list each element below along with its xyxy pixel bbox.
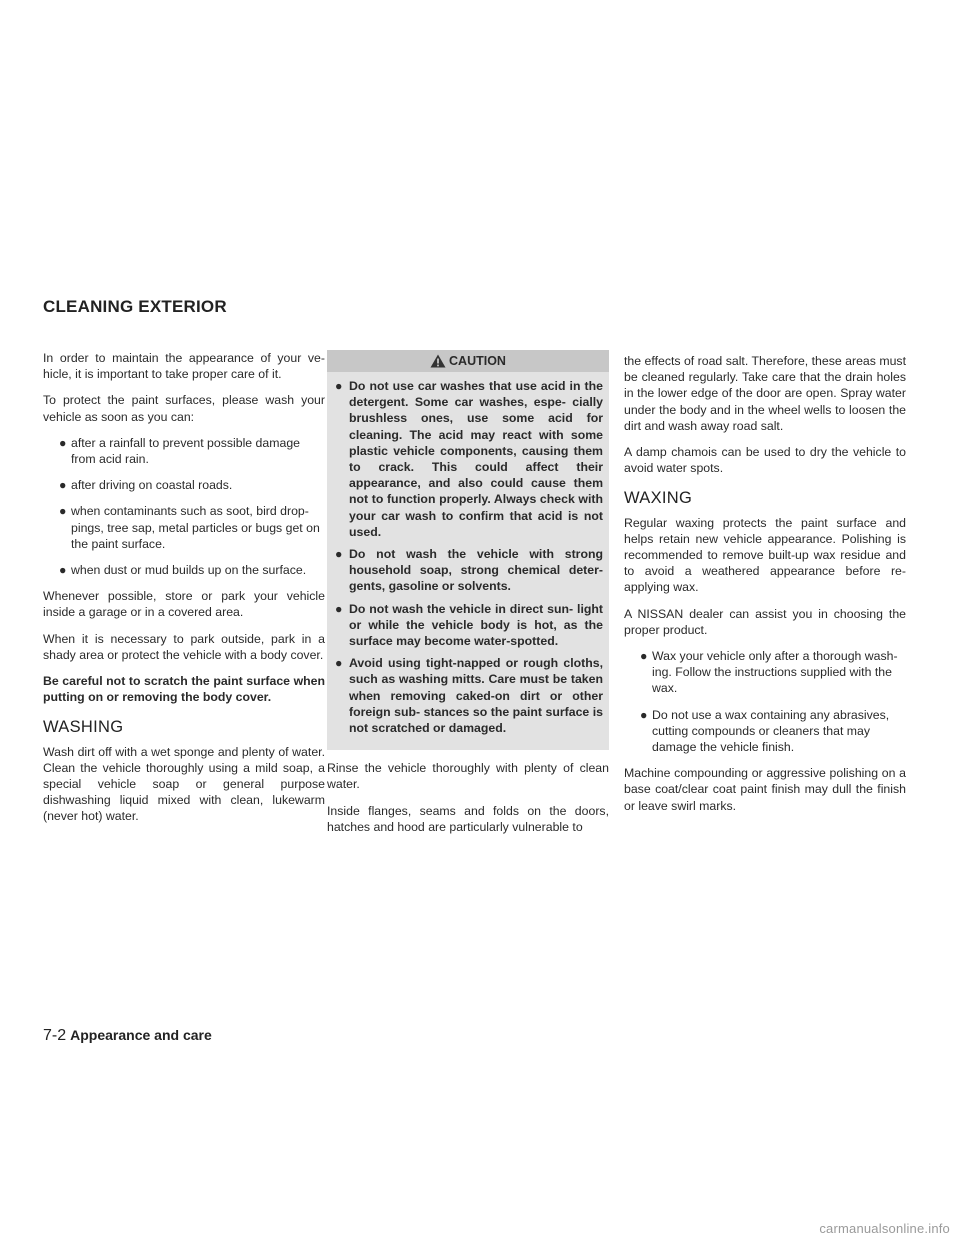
bullet-icon: ● — [335, 656, 343, 671]
paragraph: Wash dirt off with a wet sponge and plenty of water. Clean the vehicle thoroughly using a mild soap, a special vehicle soap or general purpose dishwashing liquid mixed with clean, lukewarm (never hot) water. — [43, 744, 325, 824]
bullet-icon: ● — [59, 435, 67, 450]
list-item: ● Do not use car washes that use acid in the detergent. Some car washes, espe- cially brushless ones, use some acid for cleaning. The acid may react with some plastic vehicle components, causing them to crack. This could affect their appearance, and also could cause them not to function properly. Always check with your car wash to confirm that acid is not used. — [335, 379, 603, 539]
waxing-heading: WAXING — [624, 489, 693, 508]
list-item: ● Avoid using tight-napped or rough cloths, such as washing mitts. Care must be taken when removing caked-on dirt or other foreign sub- stances so the paint surface is not scratched or damaged. — [335, 656, 603, 736]
caution-list — [335, 378, 603, 736]
paragraph: Machine compounding or aggressive polishing on a base coat/clear coat paint finish may dull the finish or leave swirl marks. — [624, 766, 906, 813]
bullet-list — [43, 435, 325, 578]
chapter-title: Appearance and care — [70, 1027, 212, 1043]
warning-triangle-icon — [430, 354, 446, 368]
paragraph: A NISSAN dealer can assist you in choosing the proper product. — [624, 606, 906, 637]
bullet-icon: ● — [335, 547, 343, 562]
paragraph: In order to maintain the appearance of your ve- hicle, it is important to take proper care of it. — [43, 351, 325, 382]
paragraph: Regular waxing protects the paint surface and helps retain new vehicle appearance. Polishing is recommended to remove built-up wax residue and to avoid a weathered appearance before re-applying wax. — [624, 515, 906, 595]
paragraph: Whenever possible, store or park your vehicle inside a garage or in a covered area. — [43, 589, 325, 620]
list-item: ● when dust or mud builds up on the surface. — [59, 563, 307, 578]
paragraph: Rinse the vehicle thoroughly with plenty of clean water. — [327, 761, 609, 792]
paragraph: Inside flanges, seams and folds on the doors, hatches and hood are particularly vulnerable to — [327, 803, 609, 834]
caution-box — [327, 350, 609, 750]
page-number: 7-2 — [43, 1027, 67, 1044]
list-item: ● Do not use a wax containing any abrasives, cutting compounds or cleaners that may damage the vehicle finish. — [640, 707, 890, 755]
bullet-list — [624, 648, 906, 755]
list-item: ● Do not wash the vehicle in direct sun- light or while the vehicle body is hot, as the surface may become water-spotted. — [335, 601, 603, 649]
list-item: ● after a rainfall to prevent possible damage from acid rain. — [59, 435, 300, 467]
list-item: ● after driving on coastal roads. — [59, 478, 233, 493]
column-1 — [43, 350, 325, 835]
list-item: ● Wax your vehicle only after a thorough wash- ing. Follow the instructions supplied with the wax. — [640, 649, 898, 696]
bullet-icon: ● — [640, 707, 648, 722]
list-item: ● Do not wash the vehicle with strong household soap, strong chemical deter- gents, gasoline or solvents. — [335, 547, 603, 594]
watermark: carmanualsonline.info — [819, 1221, 950, 1236]
bold-warning-paragraph: Be careful not to scratch the paint surface when putting on or removing the body cover. — [43, 674, 325, 705]
washing-heading: WASHING — [43, 718, 124, 737]
paragraph: the effects of road salt. Therefore, these areas must be cleaned regularly. Take care that the drain holes in the lower edge of the door are open. Spray water under the body and in the wheel wells to loosen the dirt and wash away road salt. — [624, 354, 906, 433]
paragraph: A damp chamois can be used to dry the vehicle to avoid water spots. — [624, 445, 906, 476]
list-item: ● when contaminants such as soot, bird drop- pings, tree sap, metal particles or bugs get on the paint surface. — [59, 504, 320, 551]
caution-header — [327, 350, 609, 372]
bullet-icon: ● — [59, 504, 67, 519]
bullet-icon: ● — [335, 379, 343, 393]
bullet-icon: ● — [335, 601, 343, 616]
paragraph: When it is necessary to park outside, park in a shady area or protect the vehicle with a body cover. — [43, 631, 325, 662]
column-3 — [624, 353, 906, 824]
bullet-icon: ● — [59, 563, 67, 578]
column-2 — [327, 350, 609, 845]
page-footer — [43, 1027, 212, 1045]
caution-label: CAUTION — [449, 353, 506, 368]
bullet-icon: ● — [59, 478, 67, 493]
bullet-icon: ● — [640, 649, 648, 664]
section-title: CLEANING EXTERIOR — [43, 297, 227, 316]
paragraph: To protect the paint surfaces, please wash your vehicle as soon as you can: — [43, 393, 325, 424]
